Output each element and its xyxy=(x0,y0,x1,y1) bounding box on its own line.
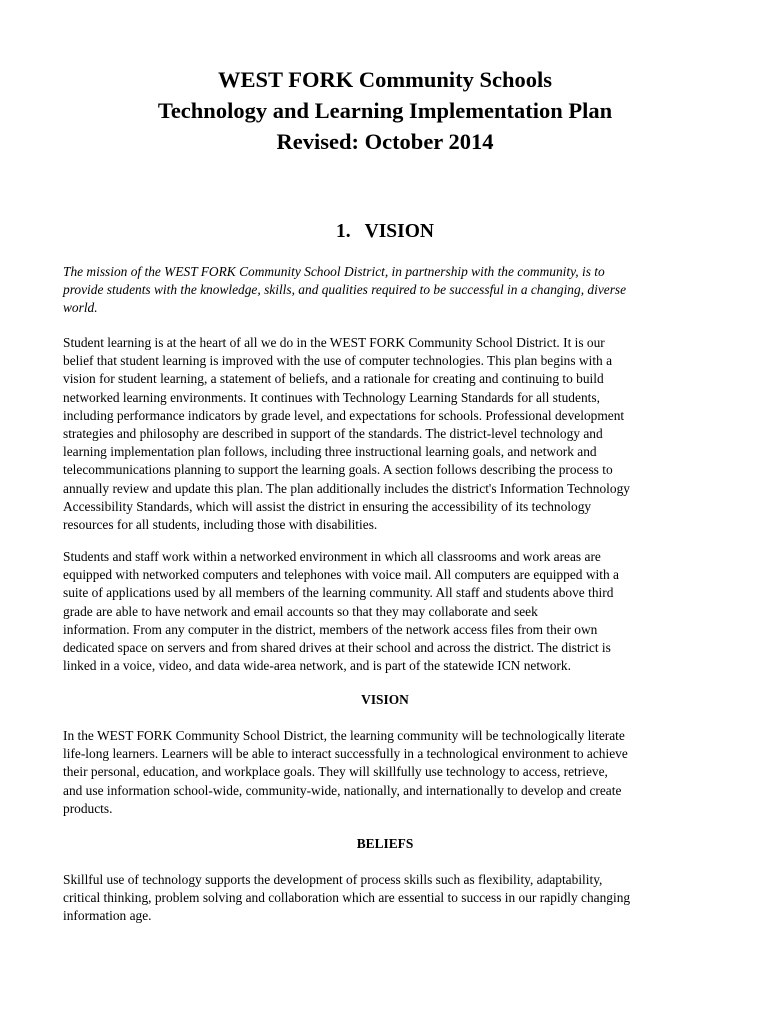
network-line: grade are able to have network and email accounts so that they may collaborate and seek xyxy=(63,603,538,619)
vision-line: life-long learners. Learners will be able to interact successfully in a technological environment to achieve xyxy=(63,746,628,762)
network-paragraph xyxy=(63,548,713,675)
intro-line: resources for all students, including those with disabilities. xyxy=(63,517,378,533)
vision-paragraph xyxy=(63,727,713,818)
intro-line: strategies and philosophy are described in support of the standards. The district-level technology and xyxy=(63,426,603,442)
section-title: VISION xyxy=(364,221,434,242)
vision-line: products. xyxy=(63,800,113,816)
intro-line: annually review and update this plan. The plan additionally includes the district's Information Technology xyxy=(63,480,630,496)
intro-paragraph xyxy=(63,334,713,534)
network-line: linked in a voice, video, and data wide-area network, and is part of the statewide ICN network. xyxy=(63,658,571,674)
intro-line: belief that student learning is improved with the use of computer technologies. This plan begins with a xyxy=(63,353,613,369)
intro-line: including performance indicators by grade level, and expectations for schools. Professional development xyxy=(63,407,625,423)
network-line: suite of applications used by all members of the learning community. All staff and students above third xyxy=(63,585,614,601)
vision-line: In the WEST FORK Community School District, the learning community will be technologically literate xyxy=(63,728,625,743)
intro-line: Accessibility Standards, which will assist the district in ensuring the accessibility of its technology xyxy=(63,498,592,514)
beliefs-heading: BELIEFS xyxy=(356,836,414,851)
intro-line: vision for student learning, a statement of beliefs, and a rationale for creating and continuing to build xyxy=(63,371,604,387)
intro-line: Student learning is at the heart of all we do in the WEST FORK Community School District. It is our xyxy=(63,335,605,350)
network-line: information. From any computer in the district, members of the network access files from their own xyxy=(63,621,598,637)
title-line-revised: Revised: October 2014 xyxy=(276,129,494,154)
beliefs-line: critical thinking, problem solving and collaboration which are essential to success in our rapidly changing xyxy=(63,890,631,906)
vision-line: and use information school-wide, community-wide, nationally, and internationally to develop and create xyxy=(63,782,622,798)
network-line: dedicated space on servers and from shared drives at their school and across the district. The district is xyxy=(63,640,611,656)
title-line-district: WEST FORK Community Schools xyxy=(217,67,553,92)
mission-line: world. xyxy=(63,300,98,316)
beliefs-paragraph xyxy=(63,871,713,926)
mission-statement xyxy=(63,263,713,318)
mission-line: The mission of the WEST FORK Community School District, in partnership with the community, is to xyxy=(63,264,605,279)
intro-line: networked learning environments. It continues with Technology Learning Standards for all students, xyxy=(63,389,600,405)
intro-line: telecommunications planning to support the learning goals. A section follows describing the process to xyxy=(63,462,613,478)
document-title xyxy=(0,64,770,157)
vision-heading: VISION xyxy=(361,692,409,707)
network-line: equipped with networked computers and telephones with voice mail. All computers are equipped with a xyxy=(63,567,619,583)
beliefs-line: Skillful use of technology supports the development of process skills such as flexibility, adaptability, xyxy=(63,872,603,887)
section-number: 1. xyxy=(336,221,351,242)
vision-line: their personal, education, and workplace goals. They will skillfully use technology to access, retrieve, xyxy=(63,764,608,780)
intro-line: learning implementation plan follows, including three instructional learning goals, and network and xyxy=(63,444,597,460)
network-line: Students and staff work within a networked environment in which all classrooms and work areas are xyxy=(63,549,601,564)
title-line-plan: Technology and Learning Implementation Plan xyxy=(157,98,613,123)
beliefs-line: information age. xyxy=(63,908,152,924)
section-heading-vision xyxy=(0,219,770,245)
mission-line: provide students with the knowledge, skills, and qualities required to be successful in a changing, diverse xyxy=(63,282,627,298)
